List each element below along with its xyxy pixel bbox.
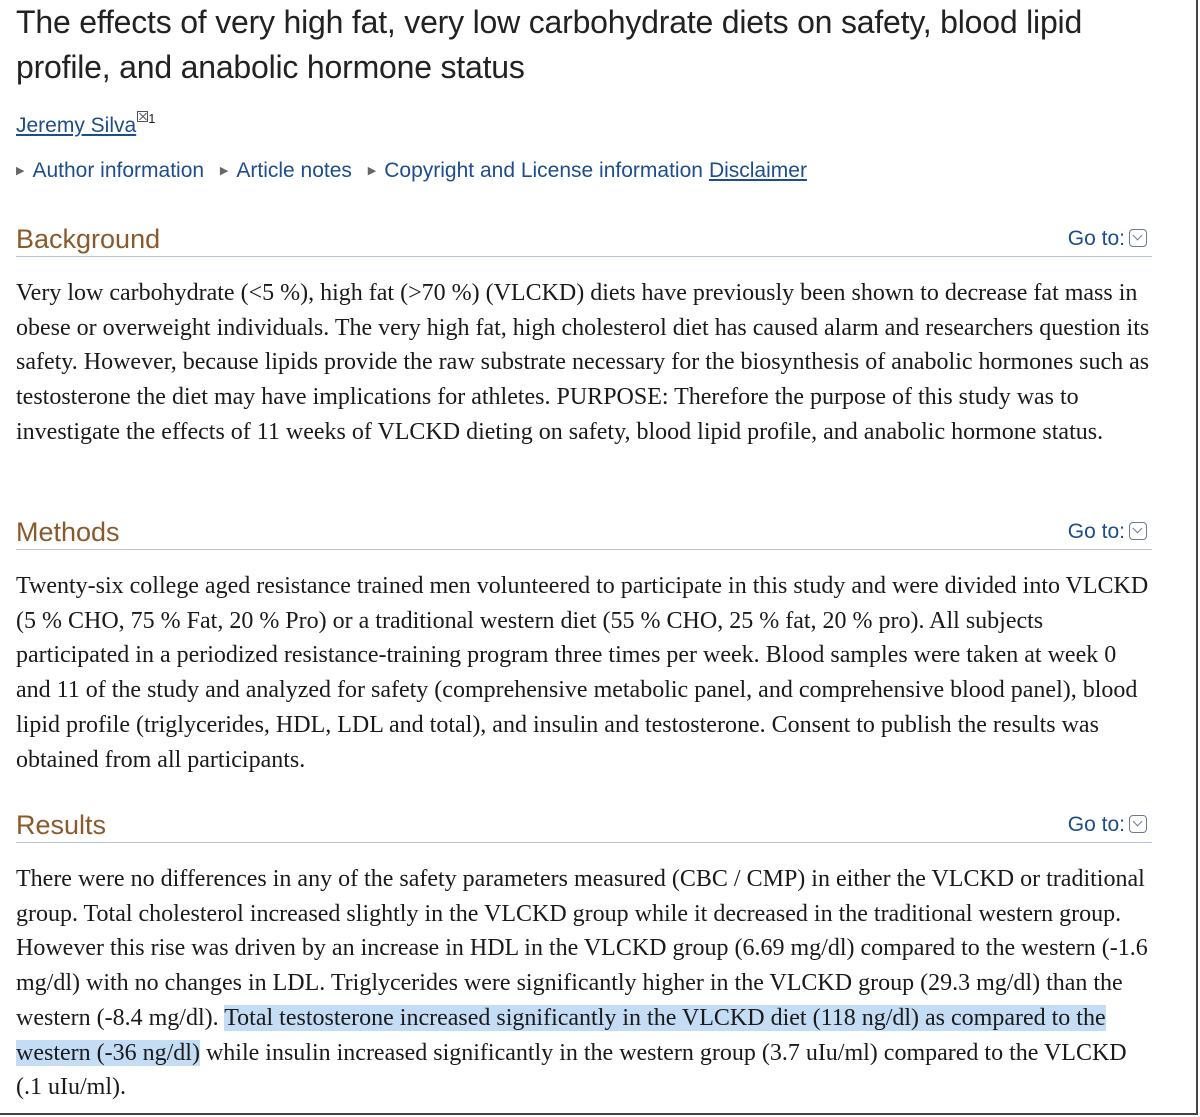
results-text-before: There were no differences in any of the safety parameters measured (CBC / CMP) in either the VLCKD or traditional group. Total cholesterol increased slightly in the VLCKD group while it decreased in the traditional western group. However this rise was driven by an increase in HDL in the VLCKD group (6.69 mg/dl) compared to the western (-1.6 mg/dl) with no changes in LDL. Triglycerides were significantly higher in the VLCKD group (29.3 mg/dl) than the western (-8.4 mg/dl).: [16, 866, 1148, 1031]
article-info-links: [16, 156, 1152, 186]
triangle-right-icon: ▶: [16, 165, 25, 177]
chevron-down-icon[interactable]: [1129, 815, 1147, 833]
section-methods: [16, 515, 1152, 777]
section-body: Very low carbohydrate (<5 %), high fat (>70 %) (VLCKD) diets have previously been shown to decrease fat mass in obese or overweight individuals. The very high fat, high cholesterol diet has caused alarm and researchers question its safety. However, because lipids provide the raw substrate necessary for the biosynthesis of anabolic hormones such as testosterone the diet may have implications for athletes. PURPOSE: Therefore the purpose of this study was to investigate the effects of 11 weeks of VLCKD dieting on safety, blood lipid profile, and anabolic hormone status.: [16, 280, 1150, 445]
section-results: [16, 808, 1152, 1105]
section-title: Background: [16, 224, 161, 254]
section-header: [16, 222, 1152, 257]
goto-menu[interactable]: Go to:: [1068, 519, 1147, 545]
author-affiliation-sup: 1: [148, 111, 156, 126]
triangle-right-icon: ▶: [367, 165, 377, 177]
chevron-down-icon[interactable]: [1129, 229, 1147, 247]
article: [16, 0, 1152, 1101]
triangle-right-icon: ▶: [219, 165, 229, 177]
article-notes-toggle[interactable]: ▶ Article notes: [219, 159, 352, 182]
disclaimer-link[interactable]: Disclaimer: [708, 159, 807, 182]
section-header: [16, 515, 1152, 550]
highlighted-text: Total testosterone increased significantly in the VLCKD diet (118 ng/dl) as compared to the western (-36 ng/dl): [16, 1004, 1106, 1066]
results-text-after: while insulin increased significantly in the western group (3.7 uIu/ml) compared to the VLCKD (.1 uIu/ml).: [16, 1039, 1127, 1101]
copyright-license-toggle[interactable]: ▶ Copyright and License information: [367, 159, 703, 182]
goto-menu[interactable]: Go to:: [1068, 812, 1147, 838]
section-background: [16, 222, 1152, 450]
section-header: [16, 808, 1152, 843]
author-line: [16, 106, 1152, 137]
email-icon[interactable]: [137, 111, 148, 122]
article-title: The effects of very high fat, very low carbohydrate diets on safety, blood lipid profile, and anabolic hormone status: [16, 4, 1083, 85]
chevron-down-icon[interactable]: [1129, 522, 1147, 540]
author-information-toggle[interactable]: ▶ Author information: [16, 159, 205, 182]
section-title: Methods: [16, 517, 120, 547]
section-title: Results: [16, 810, 107, 840]
section-body: Twenty-six college aged resistance trained men volunteered to participate in this study and were divided into VLCKD (5 % CHO, 75 % Fat, 20 % Pro) or a traditional western diet (55 % CHO, 25 % fat, 20 % pro). All subjects participated in a periodized resistance-training program three times per week. Blood samples were taken at week 0 and 11 of the study and analyzed for safety (comprehensive metabolic panel, and comprehensive blood panel), blood lipid profile (triglycerides, HDL, LDL and total), and insulin and testosterone. Consent to publish the results was obtained from all participants.: [16, 573, 1149, 773]
author-link[interactable]: Jeremy Silva: [16, 114, 137, 137]
section-body: [16, 862, 1152, 1105]
goto-menu[interactable]: Go to:: [1068, 226, 1147, 252]
